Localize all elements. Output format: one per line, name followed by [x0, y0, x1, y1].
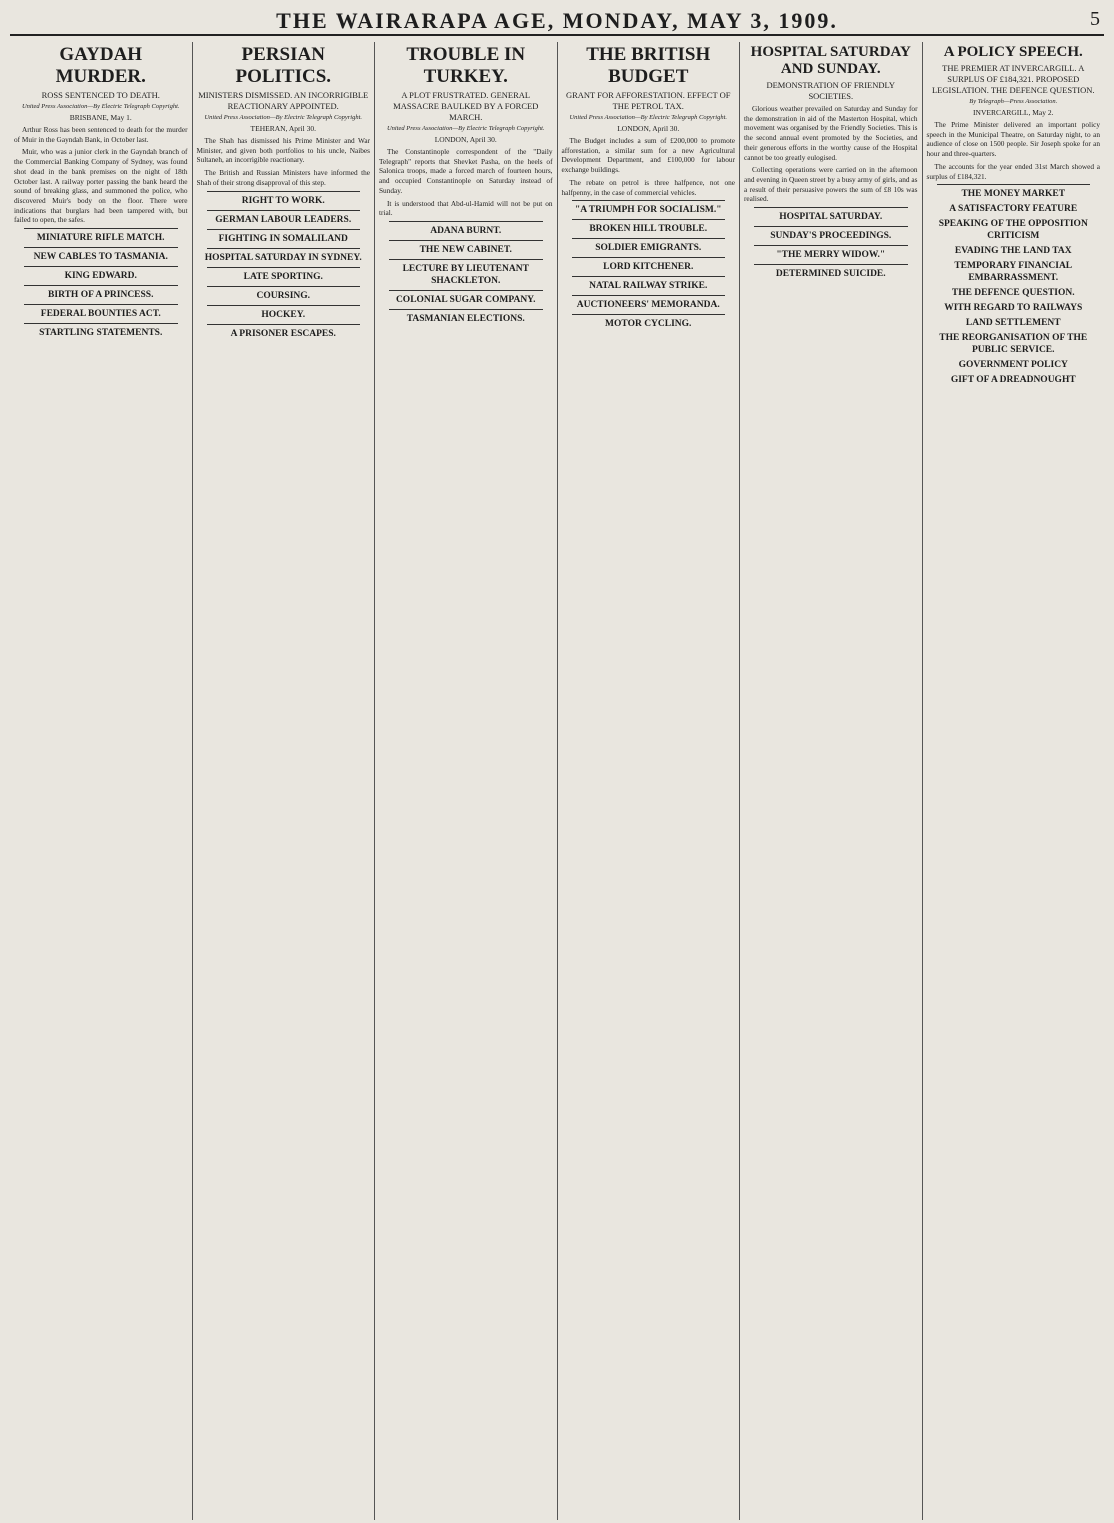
credit: By Telegraph—Press Association.	[969, 98, 1058, 105]
subhead: DEMONSTRATION OF FRIENDLY SOCIETIES.	[766, 80, 896, 101]
section-head: SPEAKING OF THE OPPOSITION CRITICISM	[938, 219, 1088, 242]
paragraph: Glorious weather prevailed on Saturday and Sunday for the demonstration in aid of the Masterton Hospital, which movement was organised by the Friendly Societies. This is the second annual event promoted by the Societies, and their generous efforts in the worthy cause of the Hospital cannot be too greatly eulogised.	[744, 104, 918, 162]
section-head: HOCKEY.	[261, 309, 306, 320]
column-4	[558, 42, 741, 1520]
columns	[10, 42, 1104, 1520]
section-head: THE NEW CABINET.	[419, 244, 512, 255]
section-head: FEDERAL BOUNTIES ACT.	[40, 309, 161, 320]
section-head: MINIATURE RIFLE MATCH.	[36, 233, 165, 244]
section-head: COURSING.	[256, 290, 311, 301]
headline: HOSPITAL SATURDAY AND SUNDAY.	[750, 44, 911, 77]
section-head: KING EDWARD.	[64, 271, 137, 282]
section-head: MOTOR CYCLING.	[605, 319, 692, 330]
section-head: NEW CABLES TO TASMANIA.	[33, 252, 168, 263]
column-2	[193, 42, 376, 1520]
section-head: STARTLING STATEMENTS.	[39, 328, 163, 339]
page-number: 5	[1090, 8, 1100, 30]
subhead: MINISTERS DISMISSED. AN INCORRIGIBLE REACTIONARY APPOINTED.	[198, 90, 369, 111]
section-head: ADANA BURNT.	[430, 225, 502, 236]
section-head: EVADING THE LAND TAX	[954, 246, 1072, 257]
section-head: BROKEN HILL TROUBLE.	[589, 224, 708, 235]
section-head: "A TRIUMPH FOR SOCIALISM."	[574, 205, 722, 216]
paragraph: The rebate on petrol is three halfpence, not one halfpenny, in the case of commercial vehicles.	[561, 177, 735, 197]
masthead	[10, 6, 1104, 36]
subhead: THE PREMIER AT INVERCARGILL. A SURPLUS OF £184,321. PROPOSED LEGISLATION. THE DEFENCE QUESTION.	[931, 63, 1095, 95]
section-head: TASMANIAN ELECTIONS.	[406, 313, 525, 324]
section-head: SOLDIER EMIGRANTS.	[595, 243, 702, 254]
subhead: A PLOT FRUSTRATED. GENERAL MASSACRE BAULKED BY A FORCED MARCH.	[393, 90, 539, 122]
section-head: LAND SETTLEMENT	[965, 318, 1061, 329]
dateline: INVERCARGILL, May 2.	[973, 108, 1054, 117]
section-head: LECTURE BY LIEUTENANT SHACKLETON.	[402, 263, 529, 286]
section-head: BIRTH OF A PRINCESS.	[48, 290, 154, 301]
credit: United Press Association—By Electric Telegraph Copyright.	[21, 103, 180, 110]
paragraph: The Shah has dismissed his Prime Minister and War Minister, and given both portfolios to his uncle, Naibes Sultaneh, an incorrigible reactionary.	[196, 136, 370, 165]
section-head: TEMPORARY FINANCIAL EMBARRASSMENT.	[954, 261, 1073, 284]
credit: United Press Association—By Electric Telegraph Copyright.	[204, 114, 363, 121]
paragraph: The British and Russian Ministers have informed the Shah of their strong disapproval of this step.	[196, 168, 370, 187]
credit: United Press Association—By Electric Telegraph Copyright.	[386, 125, 545, 132]
section-head: COLONIAL SUGAR COMPANY.	[395, 294, 536, 305]
paragraph: The Prime Minister delivered an important policy speech in the Municipal Theatre, on Saturday night, to an audience of close on 1500 people. Sir Joseph spoke for an hour and three-quarters.	[926, 120, 1100, 159]
headline: GAYDAH MURDER.	[55, 44, 146, 87]
section-head: GERMAN LABOUR LEADERS.	[215, 214, 352, 225]
section-head: A PRISONER ESCAPES.	[230, 328, 336, 339]
section-head: RIGHT TO WORK.	[241, 195, 325, 206]
dateline: BRISBANE, May 1.	[69, 113, 132, 122]
section-head: THE DEFENCE QUESTION.	[951, 288, 1075, 299]
paragraph: Collecting operations were carried on in the afternoon and evening in Queen street by a busy army of girls, and as a result of their persuasive powers the sum of £8 10s was realised.	[744, 165, 918, 204]
dateline: TEHERAN, April 30.	[250, 124, 316, 133]
section-head: "THE MERRY WIDOW."	[776, 250, 886, 261]
paragraph: Arthur Ross has been sentenced to death for the murder of Muir in the Gayndah Bank, in October last.	[14, 125, 188, 144]
column-1	[10, 42, 193, 1520]
paragraph: The accounts for the year ended 31st March showed a surplus of £184,321.	[926, 161, 1100, 181]
credit: United Press Association—By Electric Telegraph Copyright.	[569, 114, 728, 121]
section-head: SUNDAY'S PROCEEDINGS.	[770, 231, 892, 242]
paragraph: The Constantinople correspondent of the "Daily Telegraph" reports that Shevket Pasha, on the heels of Salonica troops, made a forced march of fourteen hours, and occupied Constantinople on Saturday instead of Sunday.	[379, 147, 553, 195]
headline: PERSIAN POLITICS.	[235, 44, 332, 87]
section-head: GOVERNMENT POLICY	[958, 360, 1068, 371]
section-head: NATAL RAILWAY STRIKE.	[589, 281, 708, 292]
dateline: LONDON, April 30.	[617, 124, 680, 133]
section-head: GIFT OF A DREADNOUGHT	[950, 375, 1076, 386]
section-head: HOSPITAL SATURDAY IN SYDNEY.	[204, 252, 362, 263]
headline: A POLICY SPEECH.	[943, 44, 1083, 60]
paragraph: Muir, who was a junior clerk in the Gayndah branch of the Commercial Banking Company of Sydney, was found shot dead in the bank premises on the night of 18th October last. A railway porter passing the bank heard the sound of breaking glass, and summoned the police, who discovered Muir's body on the floor. There were indications that burglars had been tampered with, but failed to open, the safes.	[14, 147, 188, 225]
section-head: HOSPITAL SATURDAY.	[779, 212, 883, 223]
section-head: WITH REGARD TO RAILWAYS	[944, 303, 1083, 314]
headline: THE BRITISH BUDGET	[586, 44, 711, 87]
section-head: AUCTIONEERS' MEMORANDA.	[576, 300, 720, 311]
section-head: THE MONEY MARKET	[961, 189, 1066, 200]
column-5	[740, 42, 923, 1520]
section-head: A SATISFACTORY FEATURE	[949, 204, 1078, 215]
subhead: GRANT FOR AFFORESTATION. EFFECT OF THE PETROL TAX.	[565, 90, 731, 111]
section-head: LORD KITCHENER.	[603, 262, 694, 273]
section-head: THE REORGANISATION OF THE PUBLIC SERVICE.	[939, 333, 1088, 356]
newspaper-title: THE WAIRARAPA AGE, MONDAY, MAY 3, 1909.	[276, 8, 838, 33]
paragraph: The Budget includes a sum of £200,000 to promote afforestation, a similar sum for a new Agricultural Development Department, and £100,000 for labour exchange buildings.	[561, 136, 735, 175]
headline: TROUBLE IN TURKEY.	[406, 44, 526, 87]
paragraph: It is understood that Abd-ul-Hamid will not be put on trial.	[379, 198, 553, 218]
section-head: LATE SPORTING.	[243, 271, 323, 282]
column-3	[375, 42, 558, 1520]
section-head: DETERMINED SUICIDE.	[775, 269, 886, 280]
column-6	[923, 42, 1105, 1520]
dateline: LONDON, April 30.	[434, 135, 497, 144]
section-head: FIGHTING IN SOMALILAND	[218, 233, 348, 244]
subhead: ROSS SENTENCED TO DEATH.	[41, 90, 160, 100]
